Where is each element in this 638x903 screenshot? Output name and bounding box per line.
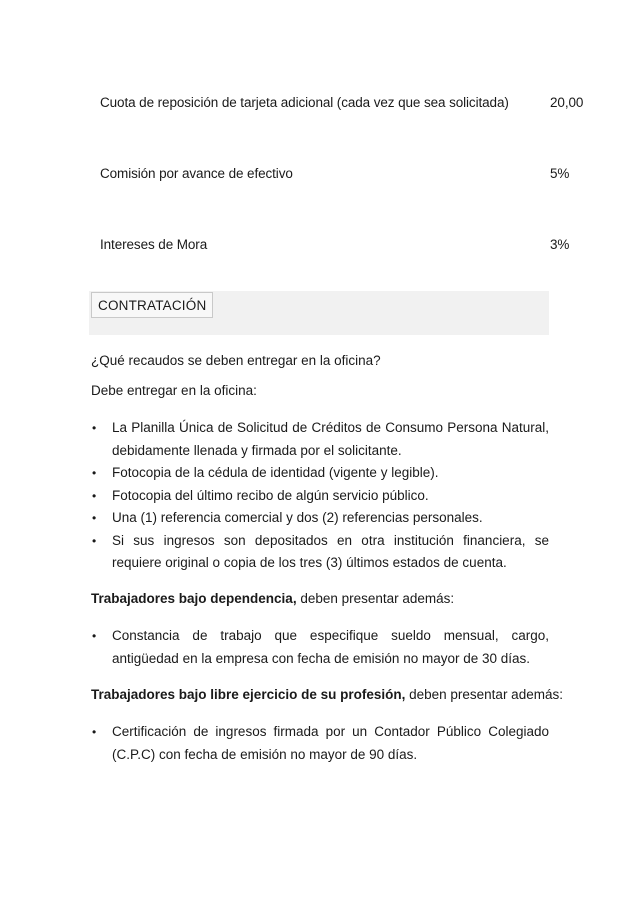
bullet-icon: •: [92, 421, 97, 435]
fee-label: Cuota de reposición de tarjeta adicional (cada vez que sea solicitada): [100, 95, 509, 110]
bullet-icon: •: [92, 629, 97, 643]
intro-text: Debe entregar en la oficina:: [91, 383, 257, 398]
list-item-text: Fotocopia de la cédula de identidad (vigente y legible).: [112, 465, 439, 480]
list-item: [91, 417, 549, 462]
fee-label: Comisión por avance de efectivo: [100, 166, 293, 181]
section-header-band: [89, 291, 549, 335]
list-item: [91, 462, 549, 485]
freelance-heading-rest: deben presentar además:: [405, 687, 563, 702]
list-item-text: Si sus ingresos son depositados en otra institución financiera, se requiere original o copia de los tres (3) últimos estados de cuenta.: [112, 532, 549, 570]
dependent-heading-bold: Trabajadores bajo dependencia,: [91, 591, 297, 606]
list-item: [91, 507, 549, 530]
fee-value: 3%: [550, 237, 570, 252]
freelance-heading-bold: Trabajadores bajo libre ejercicio de su profesión,: [91, 687, 406, 702]
list-item-text: Certificación de ingresos firmada por un Contador Público Colegiado (C.P.C) con fecha de emisión no mayor de 90 días.: [112, 724, 549, 762]
requirements-list: [91, 417, 549, 575]
dependent-heading-rest: deben presentar además:: [296, 591, 455, 606]
bullet-icon: •: [92, 466, 97, 480]
bullet-icon: •: [92, 511, 97, 525]
list-item: [91, 625, 549, 670]
fee-value: 5%: [550, 166, 570, 181]
fee-label: Intereses de Mora: [100, 237, 208, 252]
list-item: [91, 721, 549, 766]
dependent-heading: [91, 591, 454, 606]
bullet-icon: •: [92, 488, 97, 503]
list-item-text: Una (1) referencia comercial y dos (2) referencias personales.: [112, 510, 483, 525]
bullet-icon: •: [92, 533, 97, 548]
freelance-heading: [91, 687, 563, 702]
fee-value: 20,00: [550, 95, 584, 110]
list-item-text: La Planilla Única de Solicitud de Créditos de Consumo Persona Natural, debidamente llenada y firmada por el solicitante.: [112, 420, 549, 458]
list-item-text: Fotocopia del último recibo de algún servicio público.: [112, 487, 429, 503]
bullet-icon: •: [92, 725, 97, 739]
list-item-text: Constancia de trabajo que especifique sueldo mensual, cargo, antigüedad en la empresa con fecha de emisión no mayor de 30 días.: [112, 628, 549, 666]
dependent-list: [91, 625, 549, 670]
section-title: CONTRATACIÓN: [91, 292, 213, 318]
freelance-list: [91, 721, 549, 766]
list-item: [91, 530, 549, 575]
question-text: ¿Qué recaudos se deben entregar en la oficina?: [91, 353, 381, 368]
list-item: [91, 485, 549, 508]
